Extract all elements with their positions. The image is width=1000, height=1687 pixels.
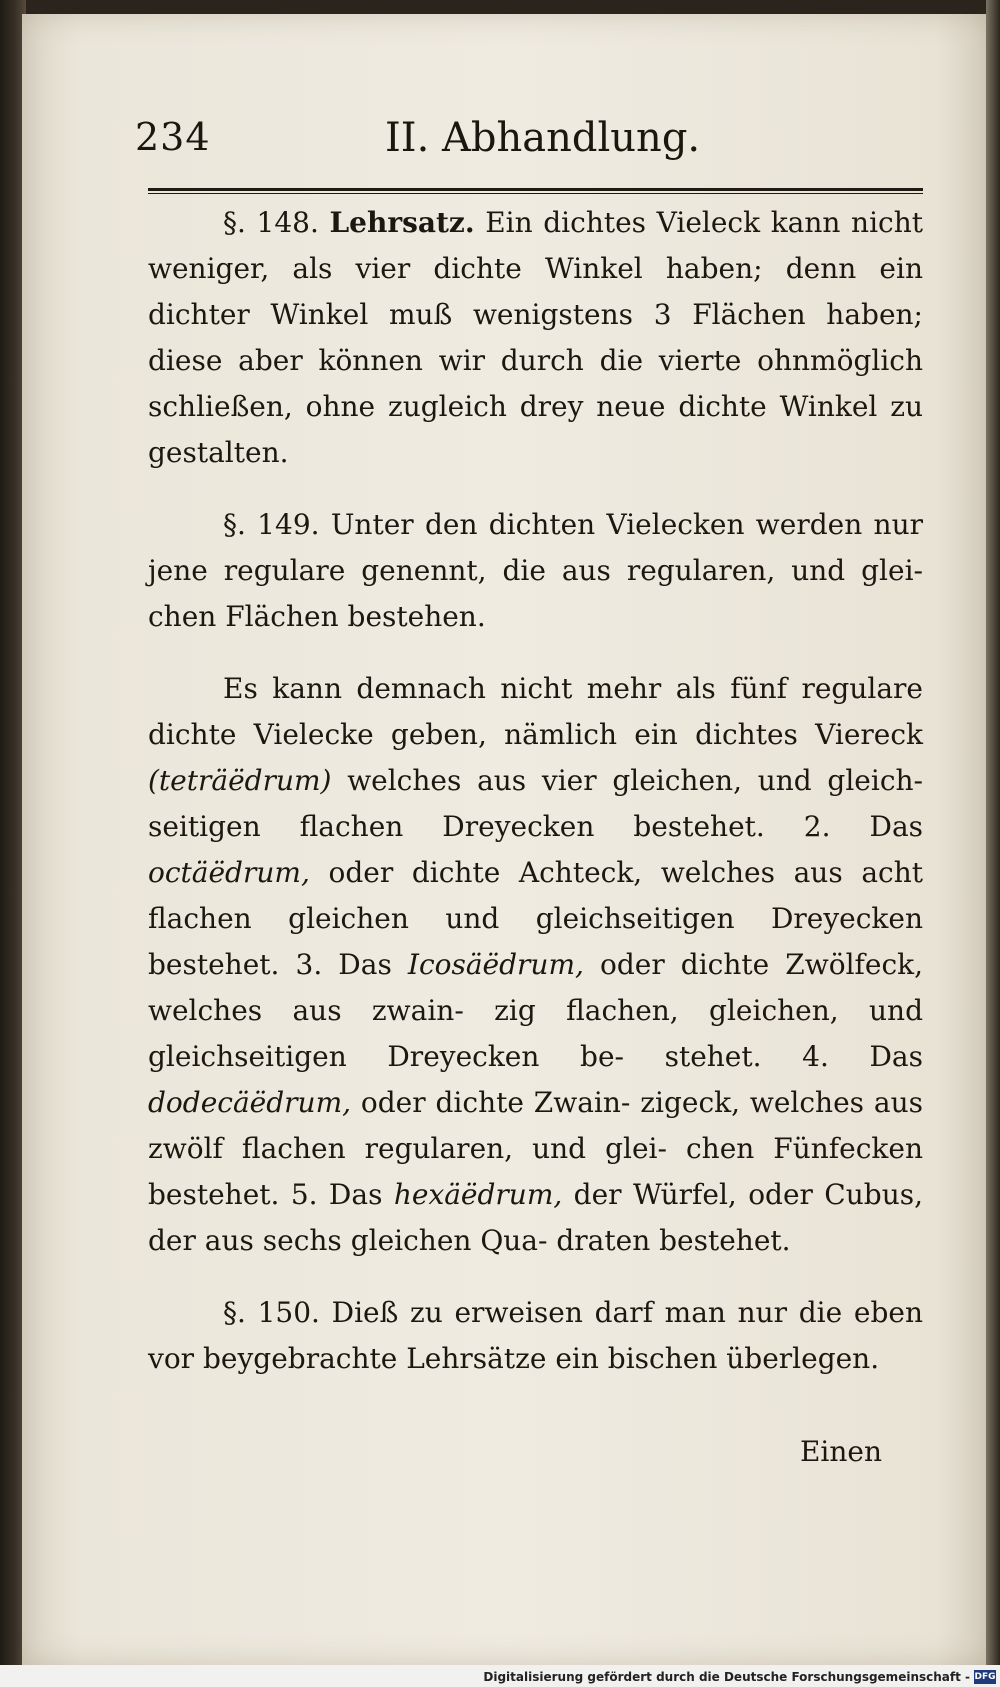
page-number: 234 (135, 115, 211, 159)
paragraph-text: Unter den dichten Vielecken werden nur jene regulare genennt, die aus regularen, und glei- chen Flächen bestehen. (148, 508, 923, 633)
paragraph-text: oder dichte Achteck, welches aus acht flachen gleichen und gleichseitigen Dreyecken bestehet. 3. Das (148, 856, 923, 981)
theorem-label: Lehrsatz. (329, 206, 475, 239)
term-octaedrum: octäëdrum, (148, 856, 310, 889)
paragraph-text: oder dichte Zwain- zigeck, welches aus zwölf flachen regularen, und glei- chen Fünfecken bestehet. 5. Das (148, 1086, 923, 1211)
header-rule (148, 188, 923, 191)
catchword: Einen (799, 1435, 882, 1468)
page-body (148, 200, 923, 1408)
paragraph-148 (148, 200, 923, 476)
term-dodecaedrum: dodecäëdrum, (148, 1086, 352, 1119)
paragraph-text: Es kann demnach nicht mehr als fünf regulare dichte Vielecke geben, nämlich ein dichtes Viereck (148, 672, 923, 751)
running-head: II. Abhandlung. (385, 115, 701, 161)
section-number: §. 148. (223, 206, 319, 239)
dfg-logo-icon: DFG (974, 1672, 996, 1682)
paragraph-text: Ein dichtes Vieleck kann nicht weniger, als vier dichte Winkel haben; denn ein dichter Winkel muß wenigstens 3 Flächen haben; diese aber können wir durch die vierte ohnmöglich schließen, ohne zugleich drey neue dichte Winkel zu gestalten. (148, 206, 923, 469)
paragraph-text: welches aus vier gleichen, und gleich- seitigen flachen Dreyecken bestehet. 2. Das (148, 764, 923, 843)
term-hexaedrum: hexäëdrum, (393, 1178, 563, 1211)
section-number: §. 150. (223, 1296, 320, 1329)
footer-credit: Digitalisierung gefördert durch die Deutsche Forschungsgemeinschaft - (483, 1670, 970, 1684)
paragraph-text: Dieß zu erweisen darf man nur die eben vor beygebrachte Lehrsätze ein bischen überlegen. (148, 1296, 923, 1375)
term-icosaedrum: Icosäëdrum, (407, 948, 584, 981)
paragraph-150 (148, 1290, 923, 1382)
paragraph-text: oder dichte Zwölfeck, welches aus zwain- zig flachen, gleichen, und gleichseitigen Dreyecken be- stehet. 4. Das (148, 948, 923, 1073)
term-tetraedrum: (teträëdrum) (148, 764, 332, 797)
paragraph-solids (148, 666, 923, 1264)
header-rule-thin (148, 193, 923, 194)
paragraph-149 (148, 502, 923, 640)
page-right-edge (986, 0, 1000, 1665)
digitization-footer (0, 1665, 1000, 1687)
page-header (135, 115, 925, 175)
paragraph-text: der Würfel, oder Cubus, der aus sechs gleichen Qua- draten bestehet. (148, 1178, 923, 1257)
section-number: §. 149. (223, 508, 320, 541)
